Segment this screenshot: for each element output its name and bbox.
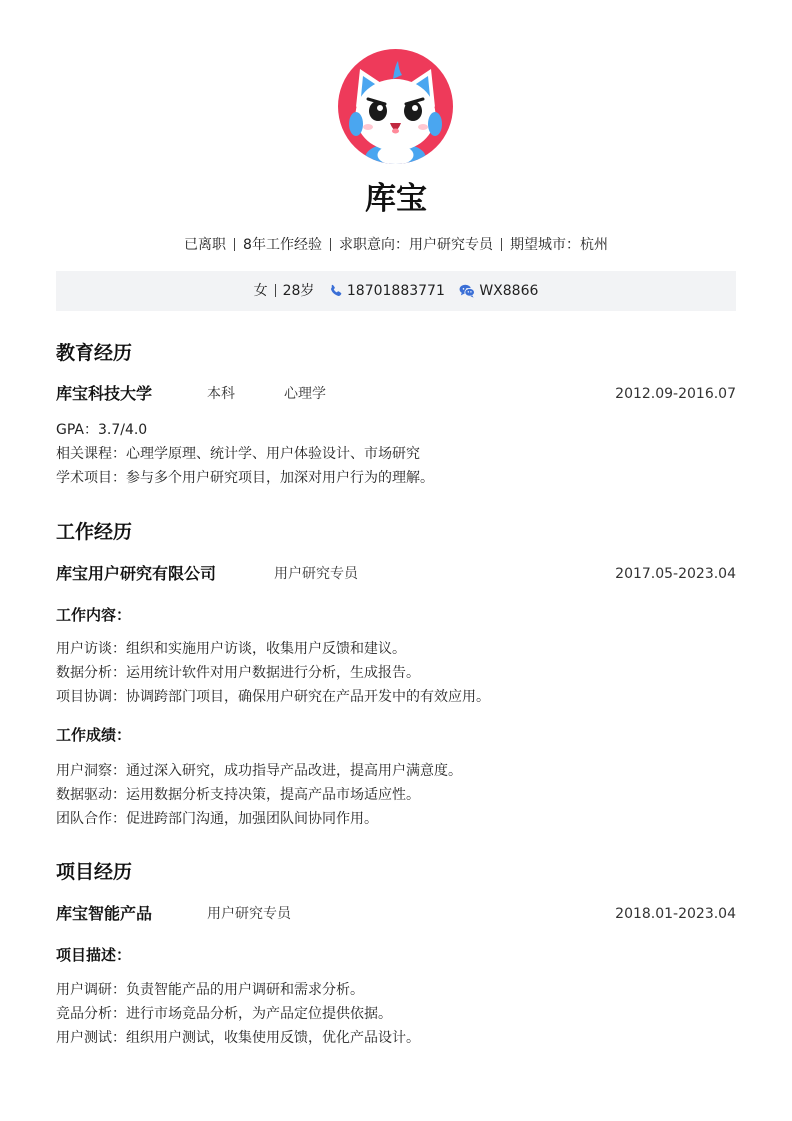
- profile-meta: [0, 235, 792, 255]
- list-item: 用户洞察：通过深入研究，成功指导产品改进，提高用户满意度。: [56, 763, 462, 779]
- project-desc-list: [56, 978, 736, 1050]
- work-section-title: 工作经历: [56, 521, 133, 543]
- education-section-title: 教育经历: [56, 342, 133, 364]
- list-item: 数据分析：运用统计软件对用户数据进行分析，生成报告。: [56, 665, 420, 681]
- phone-icon: [329, 274, 343, 314]
- list-item: 用户测试：组织用户测试，收集使用反馈，优化产品设计。: [56, 1030, 420, 1046]
- divider: [501, 238, 502, 251]
- work-content-title: 工作内容：: [56, 606, 132, 624]
- work-date: 2017.05-2023.04: [615, 566, 736, 582]
- divider: [275, 284, 276, 297]
- education-details: [56, 418, 736, 490]
- list-item: 用户调研：负责智能产品的用户调研和需求分析。: [56, 982, 364, 998]
- project-section-title: 项目经历: [56, 861, 133, 883]
- project-name: 库宝智能产品: [56, 904, 153, 923]
- list-item: 数据驱动：运用数据分析支持决策，提高产品市场适应性。: [56, 787, 420, 803]
- list-item: 相关课程：心理学原理、统计学、用户体验设计、市场研究: [56, 446, 420, 462]
- project-date: 2018.01-2023.04: [615, 906, 736, 922]
- degree-text: 本科: [207, 386, 235, 402]
- contact-bar: [56, 271, 736, 311]
- cat-mascot-icon: [338, 49, 453, 164]
- work-achievements-list: [56, 759, 736, 831]
- expected-city-text: 期望城市：杭州: [509, 237, 608, 253]
- list-item: 竞品分析：进行市场竞品分析，为产品定位提供依据。: [56, 1006, 392, 1022]
- wechat-icon: [459, 274, 475, 314]
- project-desc-title: 项目描述：: [56, 946, 132, 964]
- project-role: 用户研究专员: [207, 906, 291, 922]
- divider: [330, 238, 331, 251]
- divider: [234, 238, 235, 251]
- avatar: [338, 49, 453, 164]
- education-date: 2012.09-2016.07: [615, 386, 736, 402]
- gender-text: 女: [253, 283, 268, 299]
- age-text: 28岁: [282, 283, 315, 299]
- work-content-list: [56, 637, 736, 709]
- school-name: 库宝科技大学: [56, 384, 153, 403]
- list-item: GPA：3.7/4.0: [56, 422, 148, 438]
- list-item: 项目协调：协调跨部门项目，确保用户研究在产品开发中的有效应用。: [56, 689, 490, 705]
- list-item: 团队合作：促进跨部门沟通，加强团队间协同作用。: [56, 811, 378, 827]
- position-text: 用户研究专员: [274, 566, 358, 582]
- company-name: 库宝用户研究有限公司: [56, 564, 217, 583]
- experience-text: 8年工作经验: [243, 237, 322, 253]
- job-intent-text: 求职意向：用户研究专员: [338, 237, 493, 253]
- candidate-name: 库宝: [365, 181, 427, 217]
- work-entry: [56, 562, 736, 586]
- wechat-id[interactable]: WX8866: [479, 283, 539, 299]
- major-text: 心理学: [284, 386, 326, 402]
- work-achievements-title: 工作成绩：: [56, 726, 132, 744]
- phone-number[interactable]: 18701883771: [346, 283, 445, 299]
- list-item: 用户访谈：组织和实施用户访谈，收集用户反馈和建议。: [56, 641, 406, 657]
- list-item: 学术项目：参与多个用户研究项目，加深对用户行为的理解。: [56, 470, 434, 486]
- project-entry: [56, 902, 736, 926]
- education-entry: [56, 382, 736, 406]
- status-text: 已离职: [184, 237, 227, 253]
